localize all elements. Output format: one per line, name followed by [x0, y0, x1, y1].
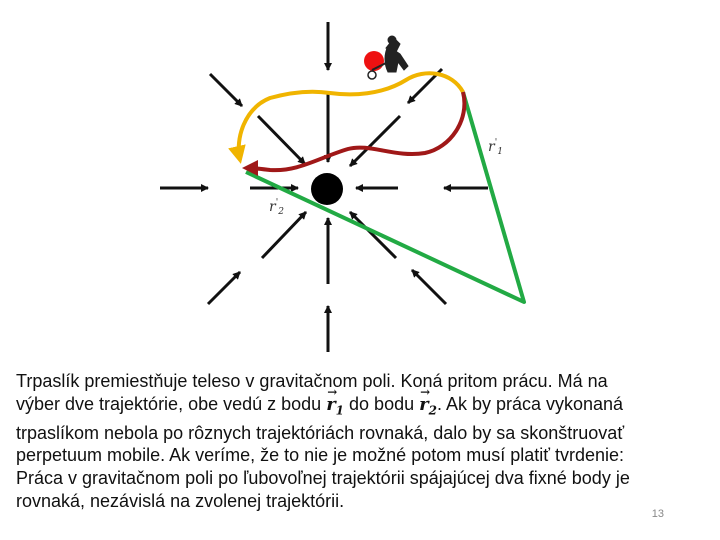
text-line-3: trpaslíkom nebola po rôznych trajektóriách rovnaká, dalo by sa skonštruovať — [16, 422, 625, 443]
text-line-2b: do bodu — [344, 393, 420, 414]
text-line-2c: . Ak by práca vykonaná — [436, 393, 624, 414]
slide-body-text — [16, 370, 664, 512]
green-path — [246, 92, 524, 302]
field-arrow-bottomright-outer — [412, 270, 446, 304]
page-number: 13 — [651, 508, 664, 520]
text-line-1: Trpaslík premiestňuje teleso v gravitačnom poli. Koná pritom prácu. Má na — [16, 371, 608, 391]
field-arrow-topright-inner — [350, 116, 400, 166]
label-r1: $r'_1$ — [488, 138, 503, 157]
text-line-5: Práca v gravitačnom poli po ľubovoľnej trajektórii spájajúcej dva fixné body je — [16, 467, 630, 488]
field-arrow-bottomleft-inner — [262, 212, 306, 258]
label-r2: $r'_2$ — [269, 198, 284, 217]
text-line-6: rovnaká, nezávislá na zvolenej trajektórii. — [16, 490, 345, 511]
central-mass — [311, 173, 343, 205]
field-arrow-bottomleft-outer — [208, 272, 240, 304]
field-arrow-topleft-inner — [258, 116, 305, 164]
text-line-4: perpetuum mobile. Ak veríme, že to nie je možné potom musí platiť tvrdenie: — [16, 445, 625, 466]
vector-r2-inline: → $r_2$ — [419, 394, 437, 415]
text-line-2a: výber dve trajektórie, obe vedú z bodu — [16, 393, 327, 414]
vector-r1-inline: → $r_1$ — [326, 394, 344, 415]
field-arrow-topleft-outer — [210, 74, 242, 106]
red-trajectory — [246, 92, 464, 170]
field-arrow-bottomright-inner — [350, 212, 396, 258]
